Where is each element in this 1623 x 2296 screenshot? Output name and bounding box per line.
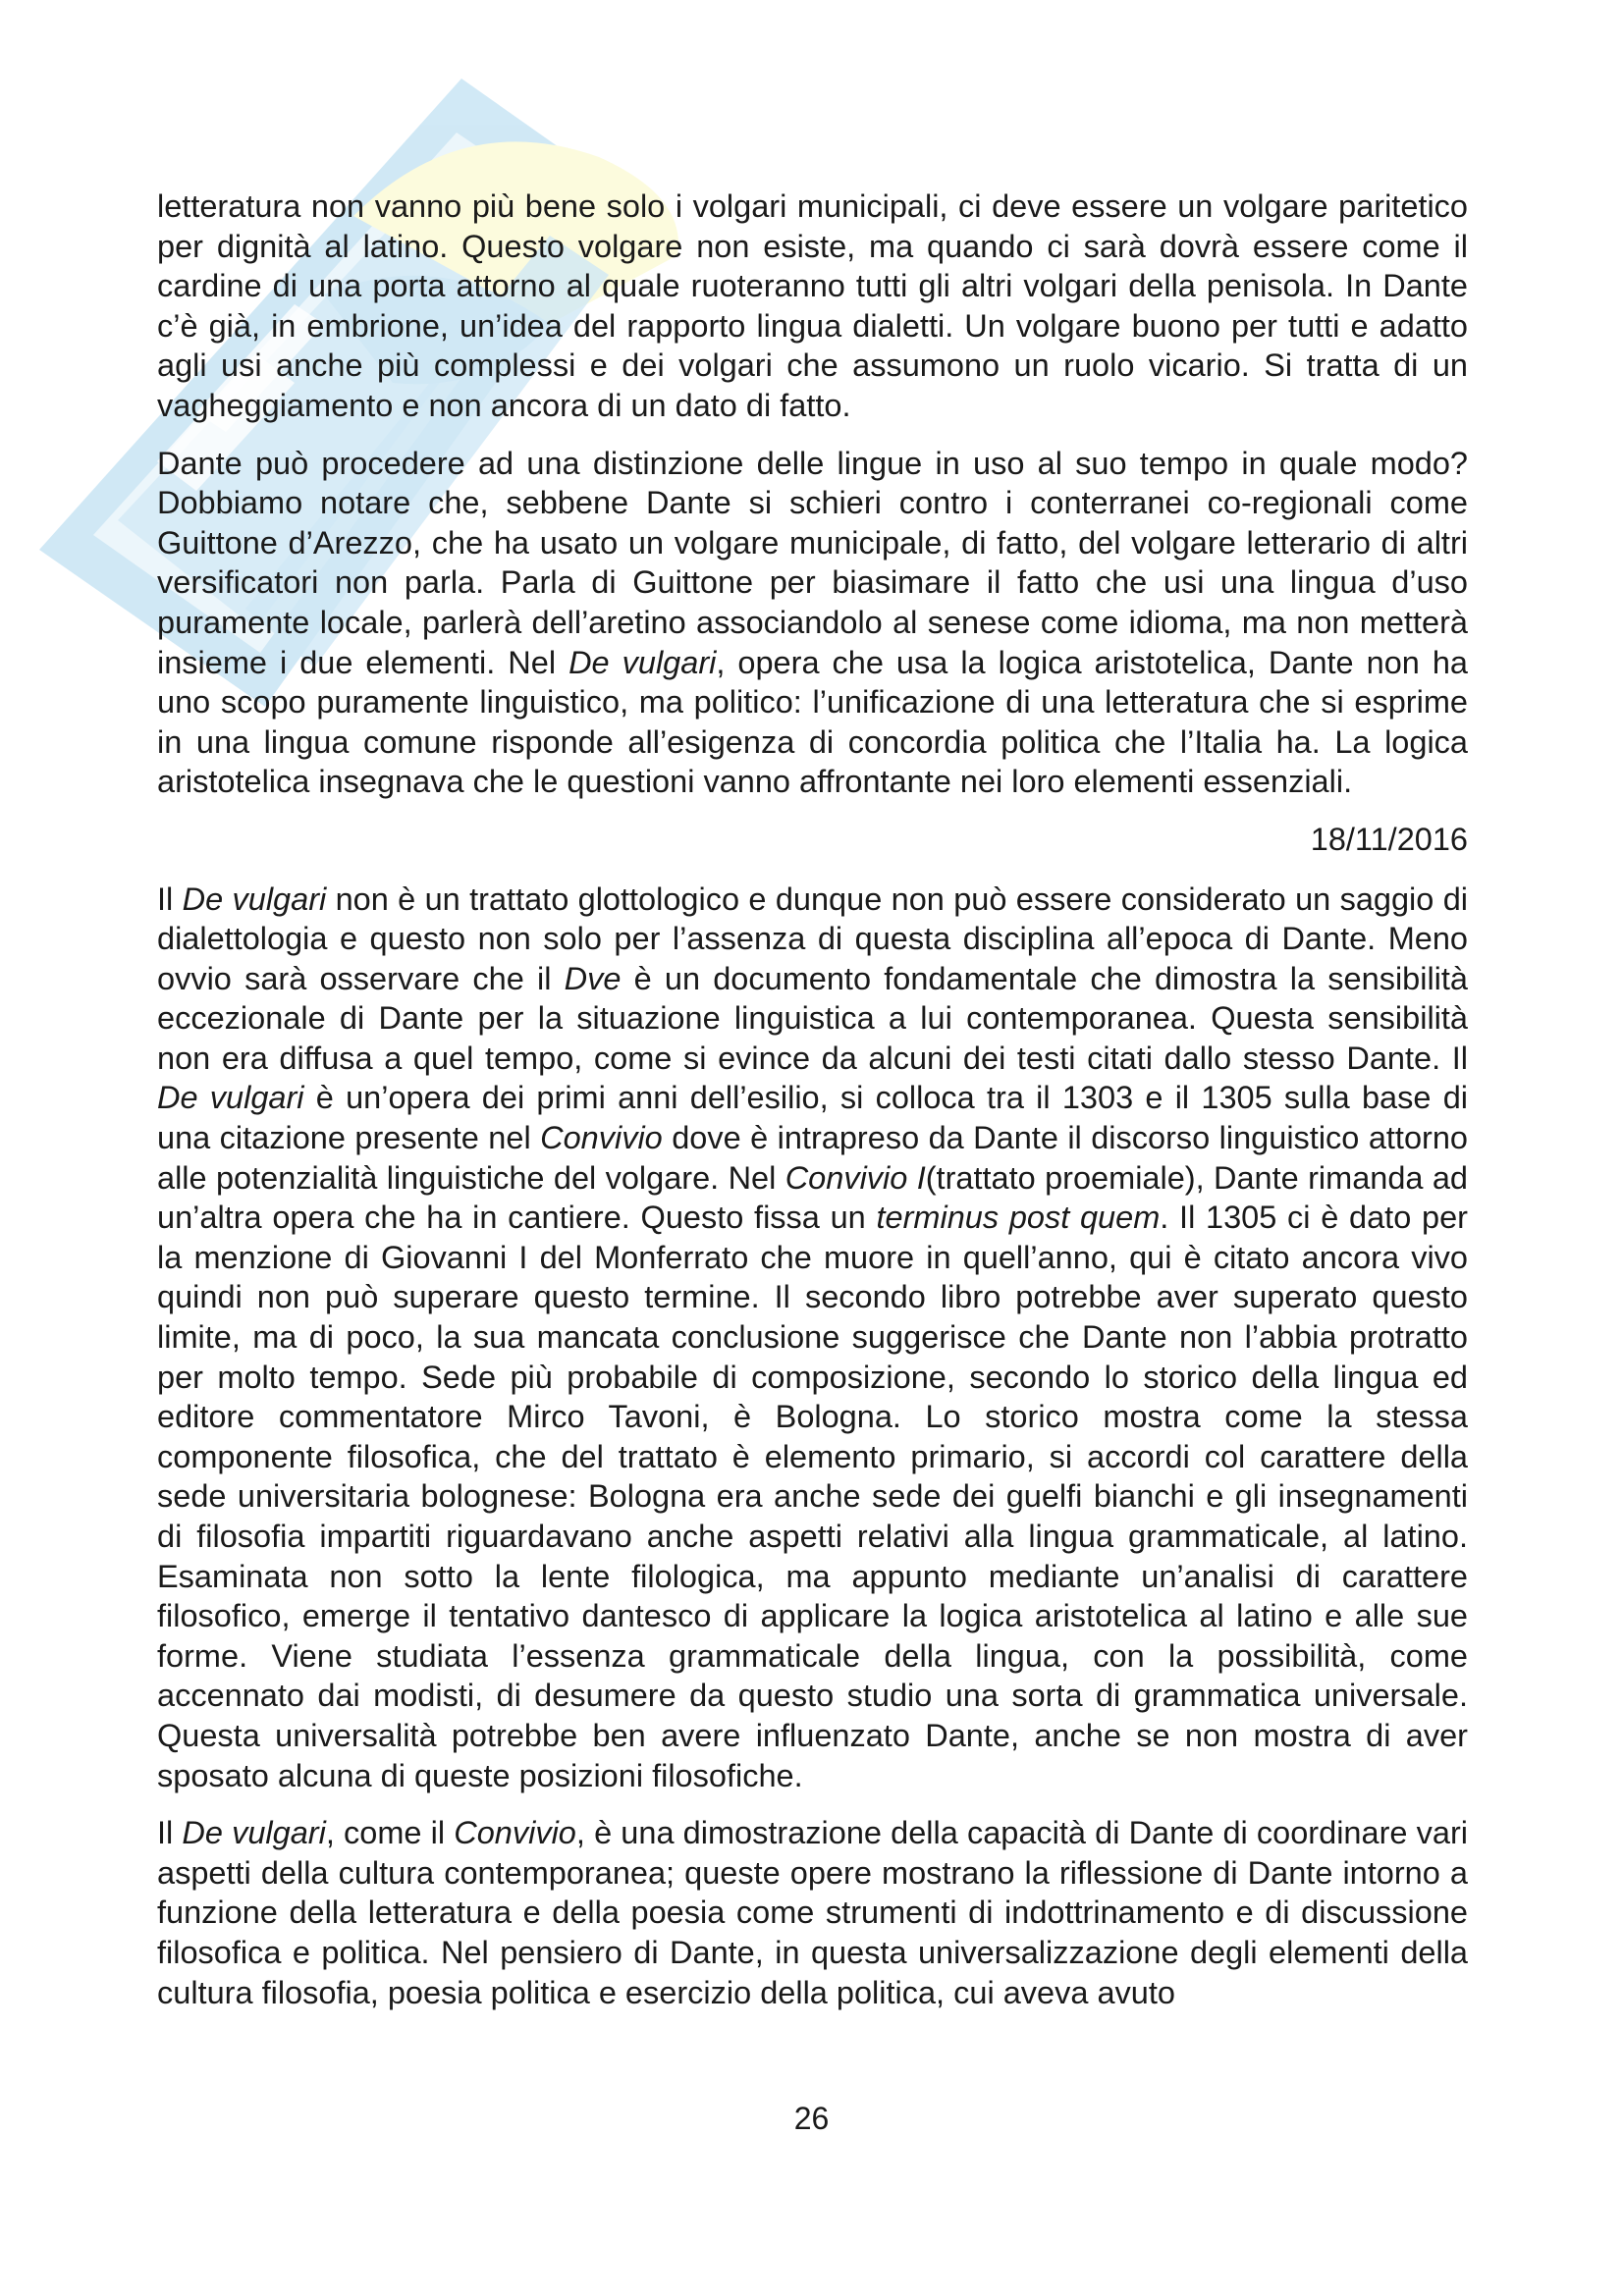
italic-text: Dve xyxy=(564,960,622,996)
italic-text: De vulgari xyxy=(157,1080,304,1116)
paragraph xyxy=(157,187,1468,426)
italic-text: terminus post quem xyxy=(876,1200,1161,1236)
text-run: Dante può procedere ad una distinzione delle lingue in uso al suo tempo in quale modo? Dobbiamo notare che, sebbene Dante si schieri contro i conterranei co-regionali come Guittone d’Arezzo, che ha usato un volgare municipale, di fatto, del volgare letterario di altri versificatori non parla. Parla di Guittone per biasimare il fatto che usi una lingua d’uso puramente locale, parlerà dell’aretino associandolo al senese come idioma, ma non metterà insieme i due elementi. Nel xyxy=(157,445,1468,680)
text-run: Il xyxy=(157,881,183,917)
italic-text: De vulgari xyxy=(182,881,327,917)
paragraph xyxy=(157,1813,1468,2012)
text-run: non è un trattato glottologico e dunque non può essere considerato un saggio di dialettologia e questo non solo per l’assenza di questa disciplina all’epoca di Dante. Meno ovvio sarà osservare che il xyxy=(157,881,1468,996)
text-run: letteratura non vanno più bene solo i volgari municipali, ci deve essere un volgare paritetico per dignità al latino. Questo volgare non esiste, ma quando ci sarà dovrà essere come il cardine di una porta attorno al quale ruoteranno tutti gli altri volgari della penisola. In Dante c’è già, in embrione, un’idea del rapporto lingua dialetti. Un volgare buono per tutti e adatto agli usi anche più complessi e dei volgari che assumono un ruolo vicario. Si tratta di un vagheggiamento e non ancora di un dato di fatto. xyxy=(157,188,1468,423)
paragraph xyxy=(157,880,1468,1796)
document-body xyxy=(157,187,1468,2030)
italic-text: Convivio xyxy=(454,1815,576,1851)
italic-text: Convivio xyxy=(540,1120,663,1156)
text-run: , è una dimostrazione della capacità di Dante di coordinare vari aspetti della cultura contemporanea; queste opere mostrano la riflessione di Dante intorno a funzione della letteratura e della poesia come strumenti di indottrinamento e di discussione filosofica e politica. Nel pensiero di Dante, in questa universalizzazione degli elementi della cultura filosofia, poesia politica e esercizio della politica, cui aveva avuto xyxy=(157,1815,1468,2010)
text-run: (trattato proemiale), Dante rimanda ad un’altra opera che ha in cantiere. Questo fissa un xyxy=(157,1159,1469,1236)
text-run: dove è intrapreso da Dante il discorso linguistico attorno alle potenzialità linguistiche del volgare. Nel xyxy=(157,1120,1469,1196)
text-run: è un’opera dei primi anni dell’esilio, si colloca tra il 1303 e il 1305 sulla base di una citazione presente nel xyxy=(157,1080,1468,1156)
date-line: 18/11/2016 xyxy=(1310,821,1468,857)
italic-text: Convivio I xyxy=(784,1159,926,1196)
text-run: Il xyxy=(157,1815,183,1851)
text-run: è un documento fondamentale che dimostra la sensibilità eccezionale di Dante per la situazione linguistica a lui contemporanea. Questa sensibilità non era diffusa a quel tempo, come si evince da alcuni dei testi citati dallo stesso Dante. Il xyxy=(157,960,1469,1076)
paragraph xyxy=(157,444,1468,802)
text-run: , come il xyxy=(325,1815,455,1851)
italic-text: De vulgari xyxy=(182,1815,326,1851)
text-run: , opera che usa la logica aristotelica, Dante non ha uno scopo puramente linguistico, ma politico: l’unificazione di una letteratura che si esprime in una lingua comune risponde all’esigenza di concordia politica che l’Italia ha. La logica aristotelica insegnava che le questioni vanno affrontante nei loro elementi essenziali. xyxy=(157,644,1468,800)
page-number: 26 xyxy=(793,2101,830,2136)
italic-text: De vulgari xyxy=(568,644,717,680)
text-run: . Il 1305 ci è dato per la menzione di Giovanni I del Monferrato che muore in quell’anno, qui è citato ancora vivo quindi non può superare questo termine. Il secondo libro potrebbe aver superato questo limite, ma di poco, la sua mancata conclusione suggerisce che Dante non l’abbia protratto per molto tempo. Sede più probabile di composizione, secondo lo storico della lingua ed editore commentatore Mirco Tavoni, è Bologna. Lo storico mostra come la stessa componente filosofica, che del trattato è elemento primario, si accordi col carattere della sede universitaria bolognese: Bologna era anche sede dei guelfi bianchi e gli insegnamenti di filosofia impartiti riguardavano anche aspetti relativi alla lingua grammaticale, al latino. Esaminata non sotto la lente filologica, ma appunto mediante un’analisi di carattere filosofico, emerge il tentativo dantesco di applicare la logica aristotelica al latino e alle sue forme. Viene studiata l’essenza grammaticale della lingua, con la possibilità, come accennato dai modisti, di desumere da questo studio una sorta di grammatica universale. Questa universalità potrebbe ben avere influenzato Dante, anche se non mostra di aver sposato alcuna di queste posizioni filosofiche. xyxy=(157,1200,1468,1793)
